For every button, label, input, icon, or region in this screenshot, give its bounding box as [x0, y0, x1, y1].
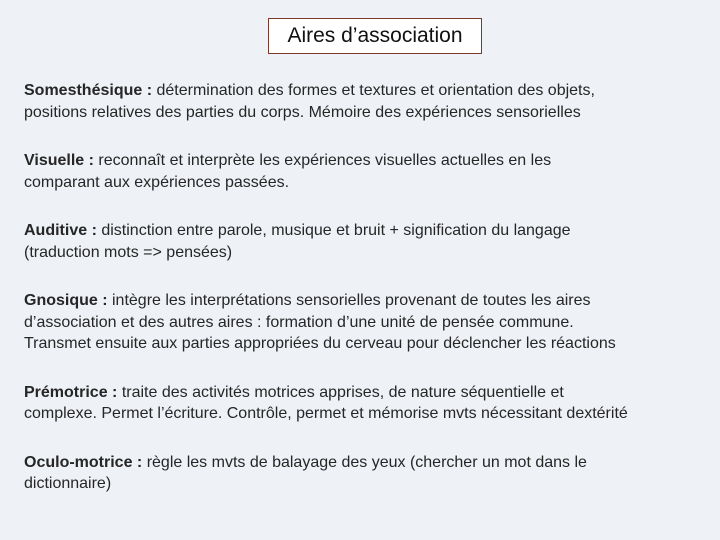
paragraph-line: comparant aux expériences passées.: [24, 173, 290, 191]
slide-title: Aires d’association: [268, 18, 482, 54]
paragraph-visuelle: [24, 150, 708, 193]
paragraph-line: (traduction mots => pensées): [24, 243, 233, 261]
term-label: Visuelle :: [24, 152, 99, 169]
paragraph-premotrice: [24, 382, 708, 425]
term-label: Oculo-motrice :: [24, 453, 147, 471]
paragraph-line: intègre les interprétations sensorielles provenant de toutes les aires: [112, 292, 591, 309]
paragraph-somesthesique: [24, 80, 708, 123]
paragraph-line: complexe. Permet l’écriture. Contrôle, permet et mémorise mvts nécessitant dextérité: [24, 405, 628, 422]
paragraph-line: traite des activités motrices apprises, de nature séquentielle et: [121, 383, 564, 401]
paragraph-line: dictionnaire): [24, 475, 112, 492]
term-label: Gnosique :: [24, 292, 112, 309]
paragraph-oculo-motrice: [24, 452, 708, 495]
term-label: Prémotrice :: [24, 383, 122, 401]
paragraph-gnosique: [24, 290, 708, 355]
paragraph-line: positions relatives des parties du corps. Mémoire des expériences sensorielles: [24, 103, 581, 121]
paragraph-line: Transmet ensuite aux parties appropriées du cerveau pour déclencher les réactions: [24, 335, 616, 352]
paragraph-line: distinction entre parole, musique et bruit + signification du langage: [101, 222, 571, 239]
paragraph-line: reconnaît et interprète les expériences visuelles actuelles en les: [98, 152, 552, 169]
paragraph-line: règle les mvts de balayage des yeux (chercher un mot dans le: [146, 453, 587, 471]
paragraph-line: d’association et des autres aires : formation d’une unité de pensée commune.: [24, 313, 574, 331]
term-label: Somesthésique :: [24, 82, 157, 99]
paragraph-line: détermination des formes et textures et orientation des objets,: [156, 82, 595, 99]
paragraph-auditive: [24, 220, 708, 263]
term-label: Auditive :: [24, 222, 102, 239]
content-body: [24, 80, 708, 522]
